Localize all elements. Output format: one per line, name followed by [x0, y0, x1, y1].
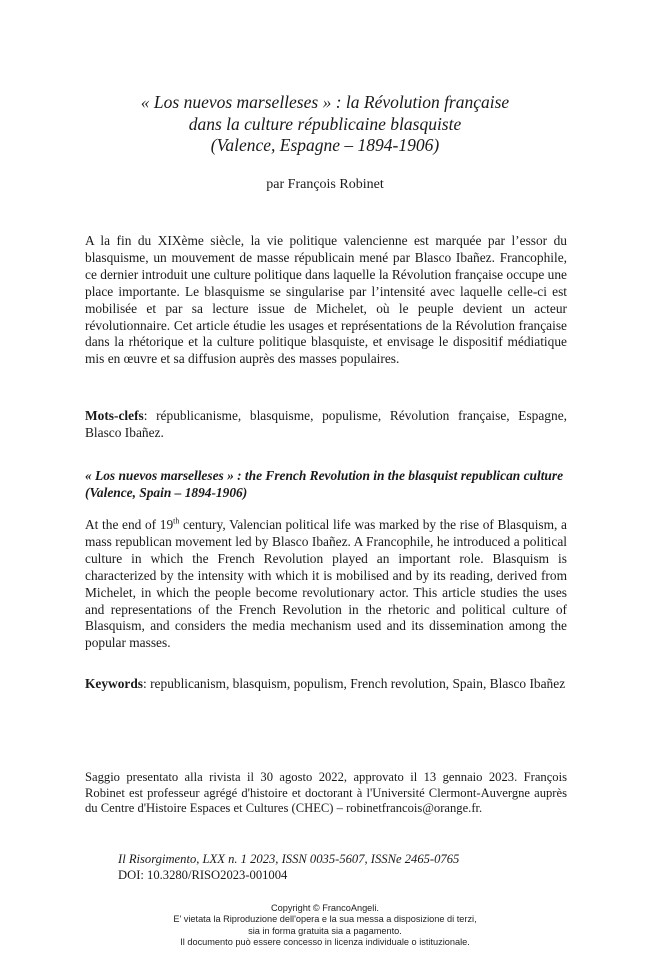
- keywords-french-text: : républicanisme, blasquisme, populisme, Révolution française, Espagne, Blasco Ibañez.: [85, 408, 567, 440]
- title-line-3: (Valence, Espagne – 1894-1906): [210, 135, 440, 155]
- ordinal-superscript: th: [173, 516, 180, 526]
- title-line-1: « Los nuevos marselleses » : la Révolution française: [140, 92, 510, 112]
- doi: DOI: 10.3280/RISO2023-001004: [118, 867, 288, 882]
- abstract-english: [85, 517, 567, 652]
- abstract-english-start: At the end of 19: [85, 517, 174, 532]
- keywords-english-label: Keywords: [85, 676, 144, 691]
- submission-note: Saggio presentato alla rivista il 30 agosto 2022, approvato il 13 gennaio 2023. François Robinet est professeur agrégé d'histoire et doctorant à l'Université Clermont-Auvergne auprès du Centre d'Histoire Espaces et Cultures (CHEC) – robinetfrancois@orange.fr.: [85, 770, 567, 816]
- abstract-english-rest: century, Valencian political life was marked by the rise of Blasquism, a mass republican movement led by Blasco Ibañez. A Francophile, he introduced a political culture in which the French Revolution played an important role. Blasquism is characterized by the intensity with which it is mobilised and by its reading, derived from Michelet, in which the people become revolutionary actor. This article studies the uses and representations of the French Revolution in the rhetoric and political culture of Blasquism, and considers the media mechanism used and its dissemination among the popular masses.: [85, 517, 567, 651]
- copyright-footer: [0, 903, 650, 949]
- author-byline: par François Robinet: [266, 177, 384, 192]
- abstract-french: A la fin du XIXème siècle, la vie politique valencienne est marquée par l’essor du blasquisme, un mouvement de masse républicain mené par Blasco Ibañez. Francophile, ce dernier introduit une culture politique dans laquelle la Révolution française occupe une place importante. Le blasquisme se singularise par l’intensité avec laquelle celle-ci est mobilisée et par sa lecture issue de Michelet, où le peuple devient un acteur révolutionnaire. Cet article étudie les usages et représentations de la Révolution française dans la rhétorique et la culture politique blasquiste, et envisage le dispositif médiatique mis en œuvre et sa diffusion auprès des masses populaires.: [85, 233, 567, 367]
- journal-citation: Il Risorgimento, LXX n. 1 2023, ISSN 0035-5607, ISSNe 2465-0765: [118, 852, 460, 866]
- article-title: [60, 92, 590, 157]
- keywords-english-text: : republicanism, blasquism, populism, French revolution, Spain, Blasco Ibañez: [143, 676, 566, 691]
- title-line-2: dans la culture républicaine blasquiste: [188, 113, 462, 134]
- journal-reference: [118, 852, 578, 884]
- keywords-french-label: Mots-clefs: [85, 408, 144, 423]
- footer-line-3: sia in forma gratuita sia a pagamento.: [248, 925, 402, 936]
- keywords-french: [85, 408, 567, 442]
- footer-line-1: Copyright © FrancoAngeli.: [271, 903, 379, 913]
- english-title: « Los nuevos marselleses » : the French Revolution in the blasquist republican culture (Valence, Spain – 1894-1906): [85, 468, 564, 500]
- footer-line-2: E' vietata la Riproduzione dell'opera e la sua messa a disposizione di terzi,: [173, 914, 477, 925]
- footer-line-4: Il documento può essere concesso in licenza individuale o istituzionale.: [180, 937, 470, 948]
- keywords-english: [85, 676, 567, 693]
